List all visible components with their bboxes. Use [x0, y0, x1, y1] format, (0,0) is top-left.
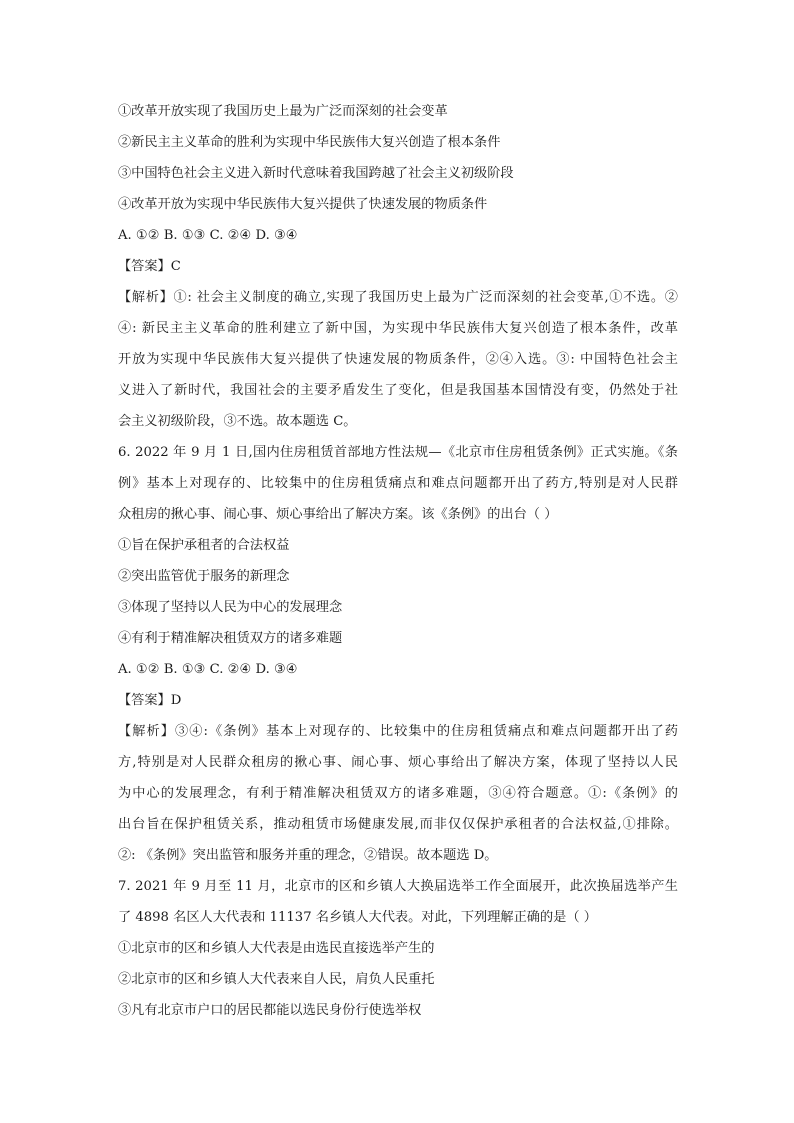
choices-line: A. ①② B. ①③ C. ②④ D. ③④: [118, 228, 298, 243]
choices-line: A. ①② B. ①③ C. ②④ D. ③④: [118, 662, 298, 677]
answer-line: 【答案】D: [118, 693, 182, 708]
question-line: 6. 2022 年 9 月 1 日,国内住房租赁首部地方性法规—《北京市住房租赁条例》正式实施。《条: [118, 445, 678, 460]
analysis-line: 出台旨在保护租赁关系，推动租赁市场健康发展,而非仅仅保护承租者的合法权益,①排除。: [118, 817, 678, 832]
analysis-line: 义进入了新时代，我国社会的主要矛盾发生了变化，但是我国基本国情没有变，仍然处于社: [118, 383, 678, 398]
analysis-line: ④: 新民主主义革命的胜利建立了新中国，为实现中华民族伟大复兴创造了根本条件，改革: [118, 321, 678, 336]
analysis-line: 方,特别是对人民群众租房的揪心事、闹心事、烦心事给出了解决方案，体现了坚持以人民: [118, 755, 678, 770]
option-line: ③中国特色社会主义进入新时代意味着我国跨越了社会主义初级阶段: [118, 166, 514, 181]
analysis-line: ②: 《条例》突出监管和服务并重的理念，②错误。故本题选 D。: [118, 848, 498, 863]
option-line: ③体现了坚持以人民为中心的发展理念: [118, 600, 343, 615]
question-line: 例》基本上对现存的、比较集中的住房租赁痛点和难点问题都开出了药方,特别是对人民群: [118, 476, 678, 491]
question-line: 了 4898 名区人大代表和 11137 名乡镇人大代表。对此，下列理解正确的是（ ）: [118, 910, 597, 925]
option-line: ④有利于精准解决租赁双方的诸多难题: [118, 631, 343, 646]
analysis-line: 会主义初级阶段，③不选。故本题选 C。: [118, 414, 357, 429]
option-line: ③凡有北京市户口的居民都能以选民身份行使选举权: [118, 1003, 422, 1018]
analysis-line: 【解析】①: 社会主义制度的确立,实现了我国历史上最为广泛而深刻的社会变革,①不选。②: [118, 290, 678, 305]
analysis-line: 开放为实现中华民族伟大复兴提供了快速发展的物质条件，②④入选。③: 中国特色社会主: [118, 352, 678, 367]
question-line: 7. 2021 年 9 月至 11 月，北京市的区和乡镇人大换届选举工作全面展开，此次换届选举产生: [118, 879, 678, 894]
option-line: ④改革开放为实现中华民族伟大复兴提供了快速发展的物质条件: [118, 197, 488, 212]
option-line: ①旨在保护承租者的合法权益: [118, 538, 290, 553]
option-line: ②北京市的区和乡镇人大代表来自人民，肩负人民重托: [118, 972, 435, 987]
answer-line: 【答案】C: [118, 259, 181, 274]
option-line: ②新民主主义革命的胜利为实现中华民族伟大复兴创造了根本条件: [118, 135, 501, 150]
question-line: 众租房的揪心事、闹心事、烦心事给出了解决方案。该《条例》的出台（ ）: [118, 507, 558, 522]
option-line: ①北京市的区和乡镇人大代表是由选民直接选举产生的: [118, 941, 435, 956]
analysis-line: 为中心的发展理念，有利于精准解决租赁双方的诸多难题，③④符合题意。①:《条例》的: [118, 786, 678, 801]
option-line: ①改革开放实现了我国历史上最为广泛而深刻的社会变革: [118, 104, 448, 119]
analysis-line: 【解析】③④:《条例》基本上对现存的、比较集中的住房租赁痛点和难点问题都开出了药: [118, 724, 678, 739]
option-line: ②突出监管优于服务的新理念: [118, 569, 290, 584]
